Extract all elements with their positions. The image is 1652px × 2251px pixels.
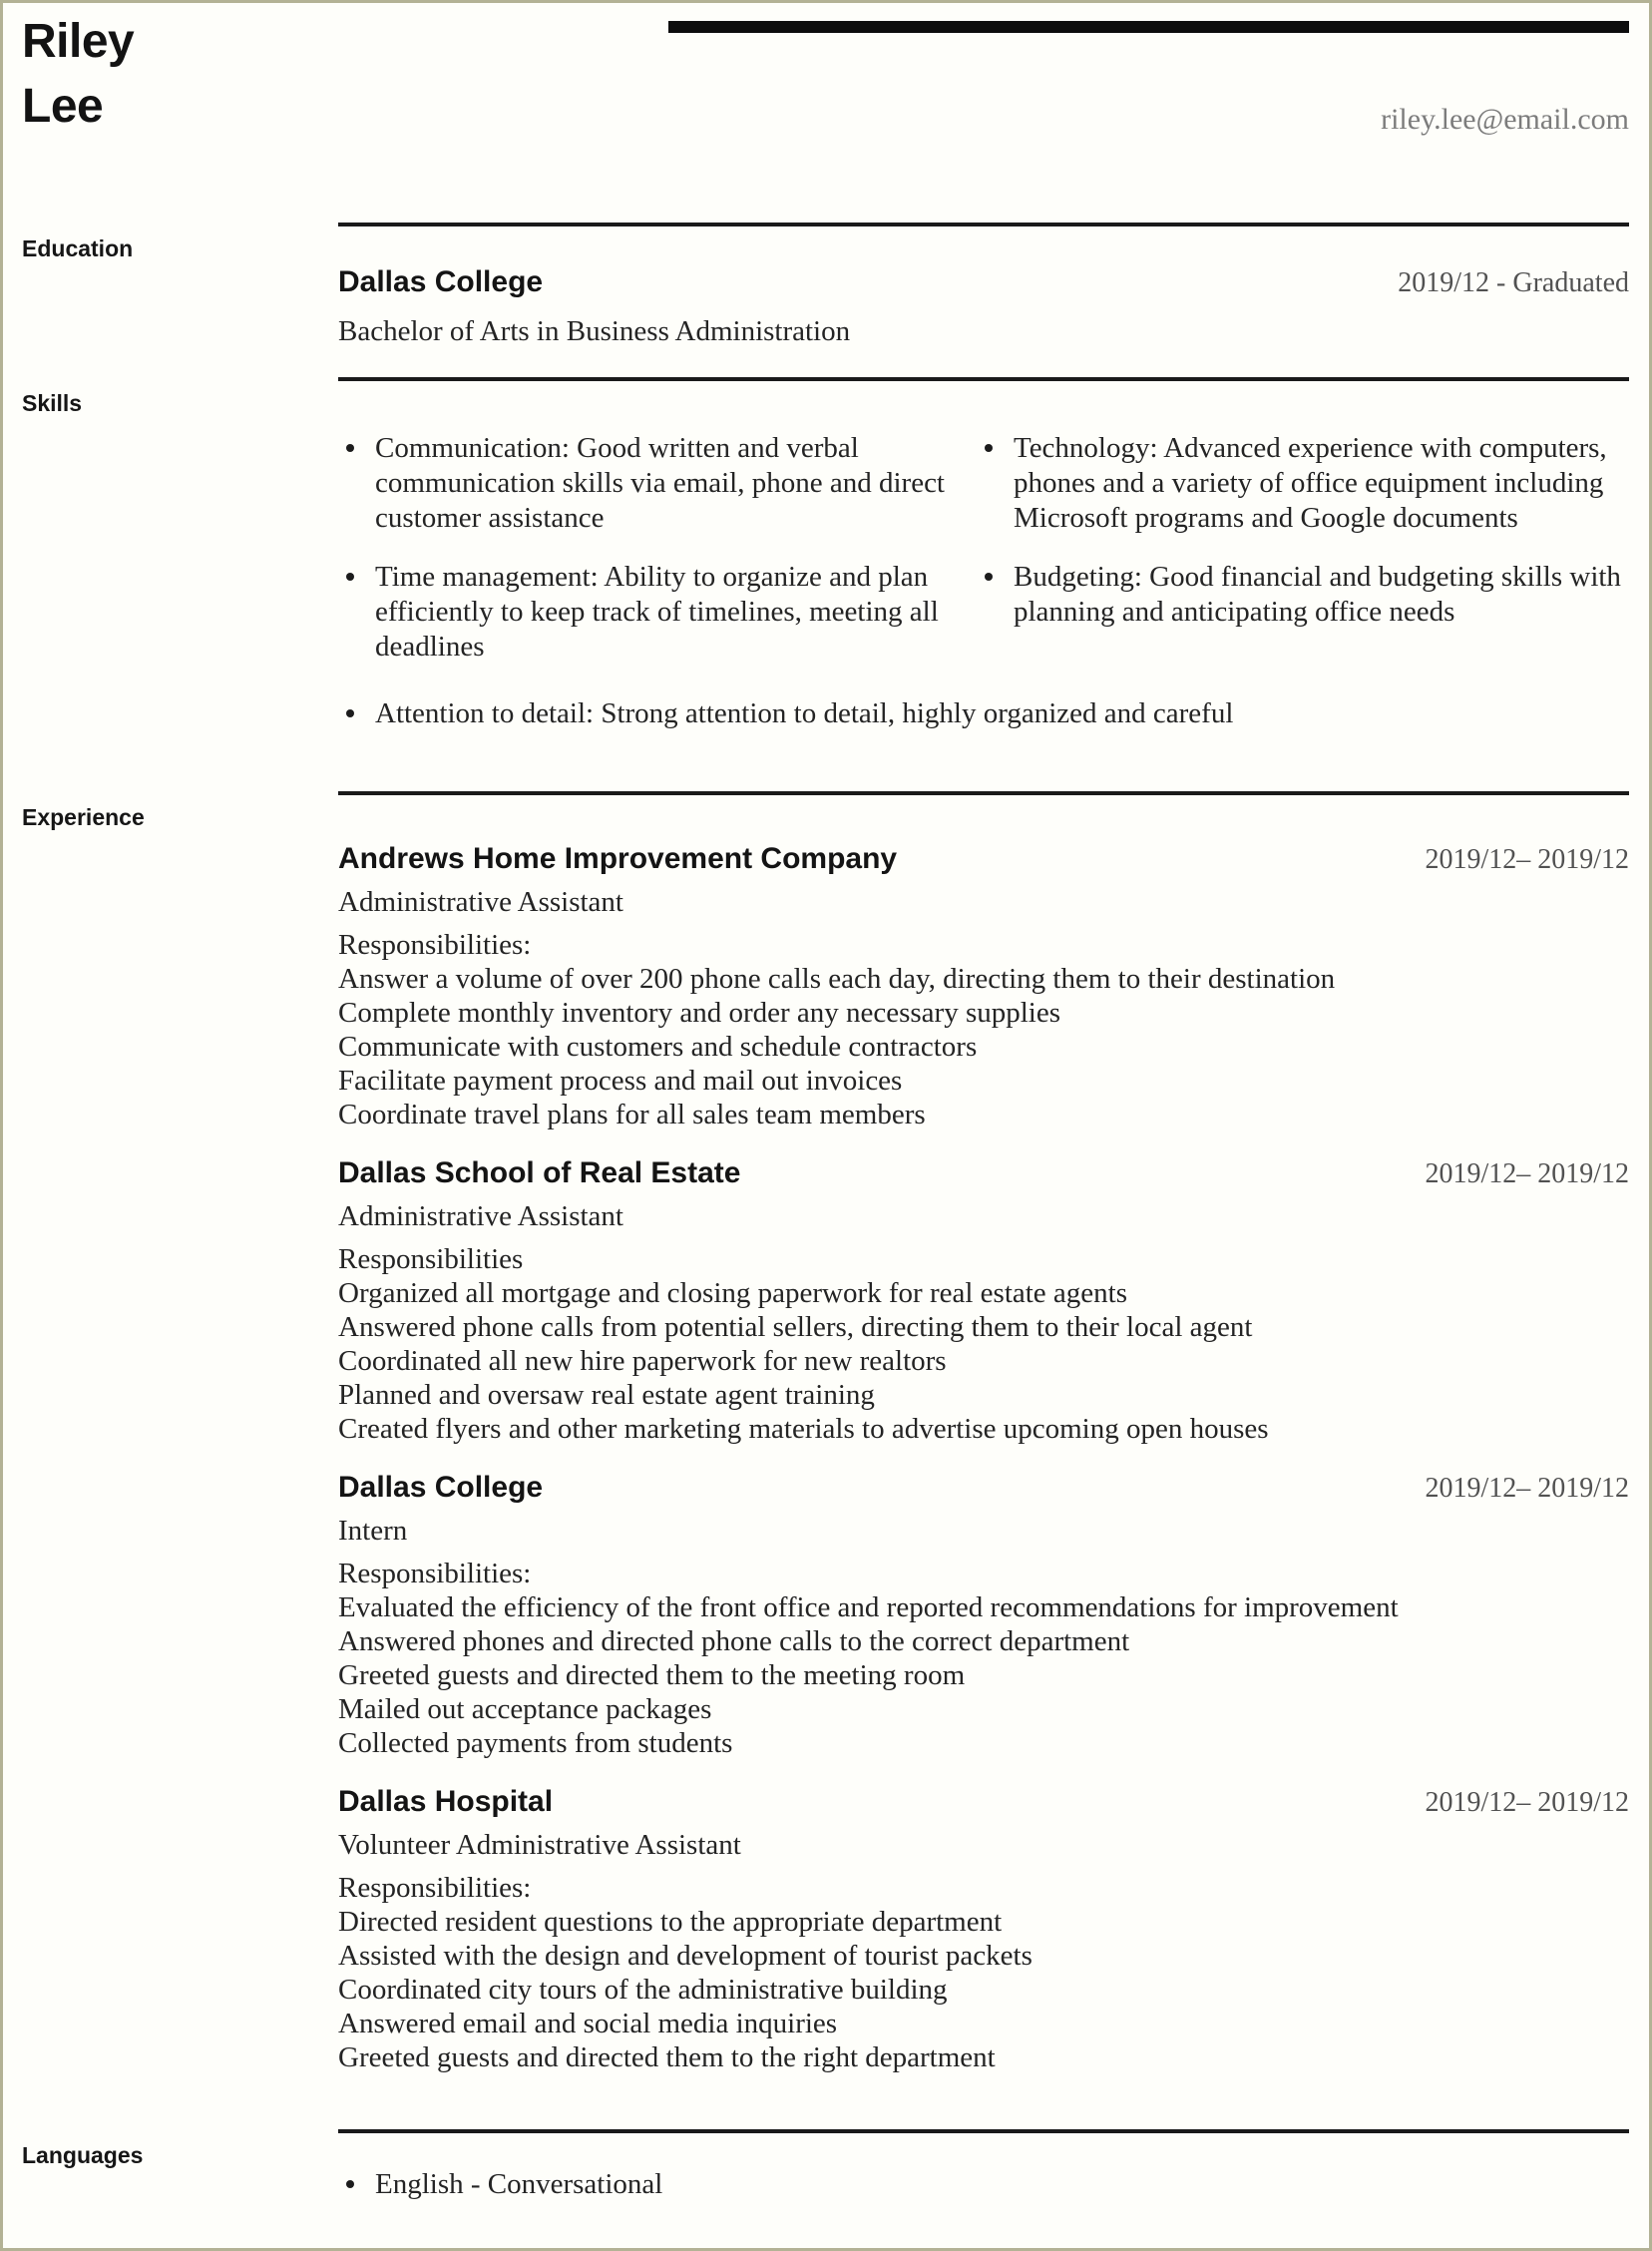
job-entry (338, 841, 1629, 1131)
job-title: Administrative Assistant (338, 886, 623, 918)
school-name: Dallas College (338, 265, 544, 298)
responsibility-line: Mailed out acceptance packages (338, 1693, 712, 1725)
responsibility-line: Greeted guests and directed them to the right department (338, 2041, 996, 2073)
job-entry (338, 1470, 1629, 1760)
header-black-bar (668, 21, 1629, 33)
skills-column-right (977, 431, 1629, 688)
company-name: Dallas College (338, 1471, 544, 1504)
company-name: Dallas Hospital (338, 1785, 554, 1818)
responsibility-line: Answered email and social media inquiries (338, 2008, 838, 2039)
responsibility-line: Answered phone calls from potential sellers, directing them to their local agent (338, 1311, 1253, 1343)
skills-full-width (338, 696, 1629, 731)
responsibilities-label: Responsibilities: (338, 1872, 532, 1904)
languages-section (3, 2133, 1649, 2226)
responsibility-line: Answer a volume of over 200 phone calls each day, directing them to their destination (338, 963, 1336, 995)
responsibility-line: Answered phones and directed phone calls to the correct department (338, 1625, 1130, 1657)
languages-label: Languages (22, 2142, 144, 2168)
responsibility-line: Assisted with the design and development of tourist packets (338, 1940, 1032, 1972)
skill-item: Budgeting: Good financial and budgeting skills with planning and anticipating office needs (977, 560, 1629, 630)
responsibility-line: Coordinated city tours of the administrative building (338, 1974, 948, 2006)
responsibility-line: Created flyers and other marketing materials to advertise upcoming open houses (338, 1413, 1269, 1445)
responsibility-line: Evaluated the efficiency of the front office and reported recommendations for improvement (338, 1591, 1399, 1623)
responsibilities-label: Responsibilities: (338, 1558, 532, 1589)
responsibilities-label: Responsibilities: (338, 929, 532, 961)
job-entry (338, 1784, 1629, 2074)
responsibility-line: Organized all mortgage and closing paperwork for real estate agents (338, 1277, 1128, 1309)
responsibilities-label: Responsibilities (338, 1243, 524, 1275)
email-address: riley.lee@email.com (1381, 103, 1629, 136)
responsibility-line: Directed resident questions to the appropriate department (338, 1906, 1003, 1938)
responsibility-line: Planned and oversaw real estate agent training (338, 1379, 875, 1411)
education-label: Education (22, 235, 134, 261)
responsibility-line: Greeted guests and directed them to the meeting room (338, 1659, 966, 1691)
job-date: 2019/12– 2019/12 (1425, 1158, 1629, 1189)
job-title: Intern (338, 1515, 408, 1547)
job-entry (338, 1155, 1629, 1446)
experience-section (3, 795, 1649, 2129)
skills-section (3, 381, 1649, 791)
company-name: Dallas School of Real Estate (338, 1156, 741, 1189)
job-date: 2019/12– 2019/12 (1425, 844, 1629, 875)
skill-item: Attention to detail: Strong attention to detail, highly organized and careful (338, 696, 1629, 731)
skills-label: Skills (22, 390, 83, 416)
responsibility-line: Complete monthly inventory and order any necessary supplies (338, 997, 1061, 1029)
resume-header (3, 3, 1649, 223)
languages-list (338, 2167, 1629, 2202)
skill-item: Technology: Advanced experience with computers, phones and a variety of office equipment including Microsoft programs and Google documents (977, 431, 1629, 536)
responsibility-line: Facilitate payment process and mail out invoices (338, 1065, 903, 1097)
education-section (3, 226, 1649, 377)
candidate-name: Riley Lee (22, 15, 135, 133)
experience-label: Experience (22, 804, 145, 830)
skill-item: Time management: Ability to organize and plan efficiently to keep track of timelines, meeting all deadlines (338, 560, 977, 665)
job-date: 2019/12– 2019/12 (1425, 1787, 1629, 1818)
responsibility-line: Coordinated all new hire paperwork for new realtors (338, 1345, 947, 1377)
job-title: Volunteer Administrative Assistant (338, 1829, 741, 1861)
language-item: English - Conversational (338, 2167, 1629, 2202)
responsibility-line: Communicate with customers and schedule contractors (338, 1031, 978, 1063)
degree-name: Bachelor of Arts in Business Administration (338, 315, 851, 347)
responsibility-line: Collected payments from students (338, 1727, 733, 1759)
job-date: 2019/12– 2019/12 (1425, 1473, 1629, 1504)
skill-item: Communication: Good written and verbal communication skills via email, phone and direct customer assistance (338, 431, 977, 536)
job-title: Administrative Assistant (338, 1200, 623, 1232)
company-name: Andrews Home Improvement Company (338, 842, 898, 875)
skills-column-left (338, 431, 977, 688)
responsibility-line: Coordinate travel plans for all sales team members (338, 1099, 926, 1130)
education-date: 2019/12 - Graduated (1398, 267, 1629, 298)
